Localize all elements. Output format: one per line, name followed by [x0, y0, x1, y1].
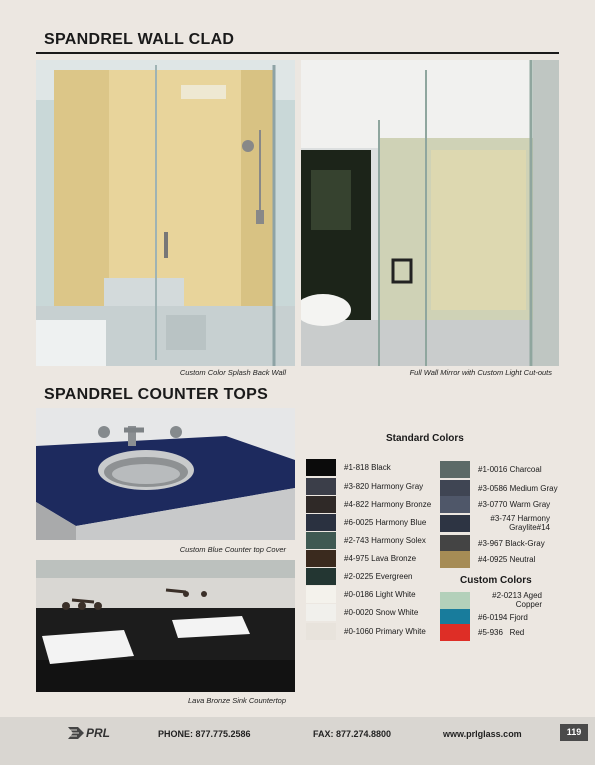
color-swatch-row [306, 568, 413, 585]
footer-bar [0, 717, 595, 765]
color-swatch [306, 604, 336, 621]
color-label: #3-0770 Warm Gray [478, 500, 551, 509]
title-rule [36, 52, 559, 54]
blue-counter-top-caption: Custom Blue Counter top Cover [179, 545, 286, 554]
color-label: #2-0213 Aged Copper [492, 591, 542, 609]
color-swatch [306, 623, 336, 640]
footer-phone: PHONE: 877.775.2586 [158, 729, 251, 739]
color-label: #3-747 Harmony Graylite#14 [490, 514, 550, 532]
color-swatch-row [306, 478, 423, 495]
color-swatch-row [306, 623, 426, 640]
color-swatch-row [440, 461, 542, 478]
full-wall-mirror-photo [301, 60, 559, 366]
color-swatch [306, 514, 336, 531]
color-label: #4-0925 Neutral [478, 555, 536, 564]
color-swatch-row [306, 459, 391, 476]
color-swatch-row [440, 591, 542, 609]
color-swatch-row [306, 514, 426, 531]
color-swatch-row [306, 604, 418, 621]
color-label: #3-967 Black-Gray [478, 539, 545, 548]
color-label: #6-0194 Fjord [478, 613, 528, 622]
splash-back-wall-caption: Custom Color Splash Back Wall [179, 368, 286, 377]
color-swatch-row [440, 624, 524, 641]
blue-counter-top-photo [36, 408, 295, 540]
color-swatch [306, 459, 336, 476]
section-title-counter-tops: SPANDREL COUNTER TOPS [44, 386, 269, 403]
prl-logo-mark-icon [68, 727, 84, 739]
color-swatch [306, 532, 336, 549]
custom-color-swatch [440, 592, 470, 609]
color-label: #0-0020 Snow White [344, 608, 419, 617]
color-label: #4-975 Lava Bronze [344, 554, 417, 563]
color-label: #2-743 Harmony Solex [344, 536, 426, 545]
prl-logo [68, 726, 110, 740]
color-swatch [306, 550, 336, 567]
color-swatch-row [440, 551, 535, 568]
color-swatch [306, 478, 336, 495]
section-title-wall-clad: SPANDREL WALL CLAD [44, 31, 235, 48]
standard-colors-title: Standard Colors [386, 433, 464, 444]
color-swatch [440, 515, 470, 532]
custom-color-swatch [440, 624, 470, 641]
color-swatch-row [440, 535, 545, 552]
footer-fax: FAX: 877.274.8800 [313, 729, 392, 739]
color-label: #0-1060 Primary White [344, 627, 426, 636]
color-swatch [306, 496, 336, 513]
color-swatch-row [306, 532, 426, 549]
color-swatch [440, 496, 470, 513]
color-swatch-row [440, 496, 550, 513]
logo-text: PRL [86, 726, 110, 740]
color-swatch [440, 461, 470, 478]
lava-bronze-sink-photo [36, 560, 295, 692]
color-label: #1-0016 Charcoal [478, 465, 542, 474]
color-label: #4-822 Harmony Bronze [344, 500, 432, 509]
splash-back-wall-photo [36, 60, 295, 366]
color-label: #3-820 Harmony Gray [344, 482, 424, 491]
color-swatch [440, 480, 470, 497]
color-swatch [440, 535, 470, 552]
color-swatch-row [306, 586, 416, 603]
color-label: #2-0225 Evergreen [344, 572, 413, 581]
color-swatch [306, 568, 336, 585]
color-label: #1-818 Black [344, 463, 391, 472]
full-wall-mirror-caption: Full Wall Mirror with Custom Light Cut-outs [409, 368, 552, 377]
color-swatch-row [306, 550, 416, 567]
custom-colors-title: Custom Colors [460, 575, 532, 586]
color-swatch-row [440, 514, 550, 532]
page-number: 119 [560, 724, 588, 741]
color-label: #6-0025 Harmony Blue [344, 518, 427, 527]
color-label: #3-0586 Medium Gray [478, 484, 558, 493]
color-swatch [306, 586, 336, 603]
lava-bronze-sink-caption: Lava Bronze Sink Countertop [188, 696, 286, 705]
footer-website[interactable]: www.prlglass.com [443, 729, 522, 739]
color-swatch-row [440, 480, 558, 497]
color-label: #0-0186 Light White [344, 590, 416, 599]
color-swatch [440, 551, 470, 568]
color-label: #5-936 Red [478, 628, 525, 637]
color-swatch-row [306, 496, 431, 513]
